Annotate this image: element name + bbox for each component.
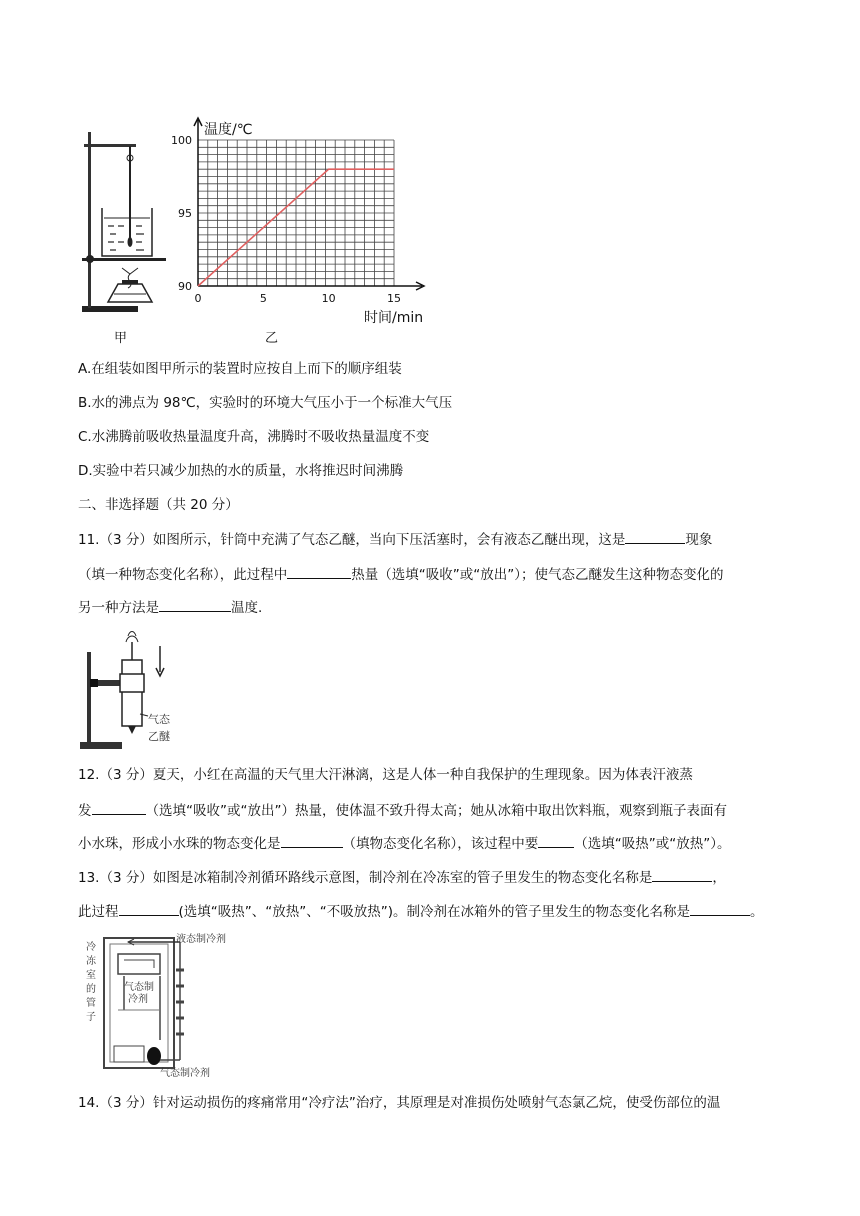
q11-line-1 xyxy=(78,530,782,549)
q12-text-2a: 发 xyxy=(78,803,92,819)
q11-text-2b: 热量（选填“吸收”或“放出”）；使气态乙醚发生这种物态变化的 xyxy=(351,567,724,583)
q12-text-3b: （填物态变化名称），该过程中要 xyxy=(342,836,539,852)
q11-text-1a: 11.（3 分）如图所示，针筒中充满了气态乙醚，当向下压活塞时，会有液态乙醚出现，这是 xyxy=(78,532,626,548)
q12-line-1: 12.（3 分）夏天，小红在高温的天气里大汗淋漓，这是人体一种自我保护的生理现象。因为体表汗液蒸 xyxy=(78,767,693,783)
q11-line-2 xyxy=(78,565,782,584)
side-label-0: 冷 xyxy=(86,942,96,953)
q12-line-3 xyxy=(78,834,782,853)
q11-text-1b: 现象 xyxy=(685,532,713,548)
option-a: A.在组装如图甲所示的装置时应按自上而下的顺序组装 xyxy=(78,361,402,377)
q13-line-2 xyxy=(78,902,782,921)
refrigerator-drawing xyxy=(84,930,254,1080)
q11-text-2a: （填一种物态变化名称），此过程中 xyxy=(78,567,288,583)
q11-blank-3[interactable] xyxy=(159,598,231,612)
x-tick-label: 15 xyxy=(387,292,401,305)
side-label-5: 子 xyxy=(86,1012,96,1023)
q11-text-3a: 另一种方法是 xyxy=(78,600,159,616)
option-c: C.水沸腾前吸收热量温度升高，沸腾时不吸收热量温度不变 xyxy=(78,429,430,445)
q12-text-3a: 小水珠，形成小水珠的物态变化是 xyxy=(78,836,281,852)
q13-text-2a: 此过程 xyxy=(78,904,119,920)
gas-refrigerant-bottom-label: 气态制冷剂 xyxy=(160,1068,210,1079)
x-tick-label: 5 xyxy=(259,292,267,305)
q12-blank-3[interactable] xyxy=(538,834,574,848)
q11-blank-2[interactable] xyxy=(287,565,351,579)
q12-blank-1[interactable] xyxy=(92,801,146,815)
y-tick-label: 90 xyxy=(178,280,192,293)
y-tick-label: 100 xyxy=(171,134,192,147)
side-label-4: 管 xyxy=(86,998,96,1009)
side-label-2: 室 xyxy=(86,970,96,981)
q14-line-1: 14.（3 分）针对运动损伤的疼痛常用“冷疗法”治疗，其原理是对准损伤处喷射气态氯乙烷，使受伤部位的温 xyxy=(78,1095,721,1111)
figure-label-jia: 甲 xyxy=(114,331,128,346)
y-tick-label: 95 xyxy=(178,207,192,220)
q13-blank-1[interactable] xyxy=(652,868,712,882)
chart-svg xyxy=(170,110,430,330)
q12-line-2 xyxy=(78,801,782,820)
option-d: D.实验中若只减少加热的水的质量，水将推迟时间沸腾 xyxy=(78,463,404,479)
figure-label-yi: 乙 xyxy=(265,331,279,346)
syringe-figure xyxy=(78,630,198,755)
side-label-1: 冻 xyxy=(86,956,96,967)
q11-line-3 xyxy=(78,598,782,617)
temperature-chart-yi xyxy=(170,110,430,330)
gas-mid-label-1: 气态制 xyxy=(124,982,154,993)
q13-line-1 xyxy=(78,868,782,887)
gas-mid-label-2: 冷剂 xyxy=(128,994,148,1005)
liquid-refrigerant-label: 液态制冷剂 xyxy=(176,934,226,945)
q13-blank-3[interactable] xyxy=(690,902,750,916)
q12-text-2b: （选填“吸收”或“放出”）热量，使体温不致升得太高；她从冰箱中取出饮料瓶，观察到瓶子表面有 xyxy=(145,803,727,819)
section-heading: 二、非选择题（共 20 分） xyxy=(78,497,239,513)
side-label-3: 的 xyxy=(86,984,96,995)
q13-text-1b: ， xyxy=(712,870,726,886)
q13-text-2c: 。 xyxy=(750,904,764,920)
x-tick-label: 10 xyxy=(321,292,336,305)
y-axis-label: 温度/℃ xyxy=(204,122,253,138)
syringe-drawing xyxy=(78,630,198,755)
q12-text-3c: （选填“吸热”或“放热”）。 xyxy=(574,836,731,852)
gas-label-1: 气态 xyxy=(148,713,170,726)
q12-blank-2[interactable] xyxy=(281,834,343,848)
apparatus-drawing xyxy=(78,124,168,324)
x-tick-label: 0 xyxy=(194,292,202,305)
q11-blank-1[interactable] xyxy=(625,530,685,544)
option-b: B.水的沸点为 98℃，实验时的环境大气压小于一个标准大气压 xyxy=(78,395,453,411)
gas-label-2: 乙醚 xyxy=(148,730,170,743)
q13-text-2b: (选填“吸热”、“放热”、“不吸放热”)。制冷剂在冰箱外的管子里发生的物态变化名称是 xyxy=(178,904,690,920)
refrigerator-figure xyxy=(84,930,254,1080)
x-axis-label: 时间/min xyxy=(364,310,424,326)
q13-text-1a: 13.（3 分）如图是冰箱制冷剂循环路线示意图，制冷剂在冷冻室的管子里发生的物态变化名称是 xyxy=(78,870,653,886)
apparatus-figure-jia xyxy=(78,124,168,324)
q13-blank-2[interactable] xyxy=(119,902,179,916)
q11-text-3b: 温度. xyxy=(231,600,263,616)
